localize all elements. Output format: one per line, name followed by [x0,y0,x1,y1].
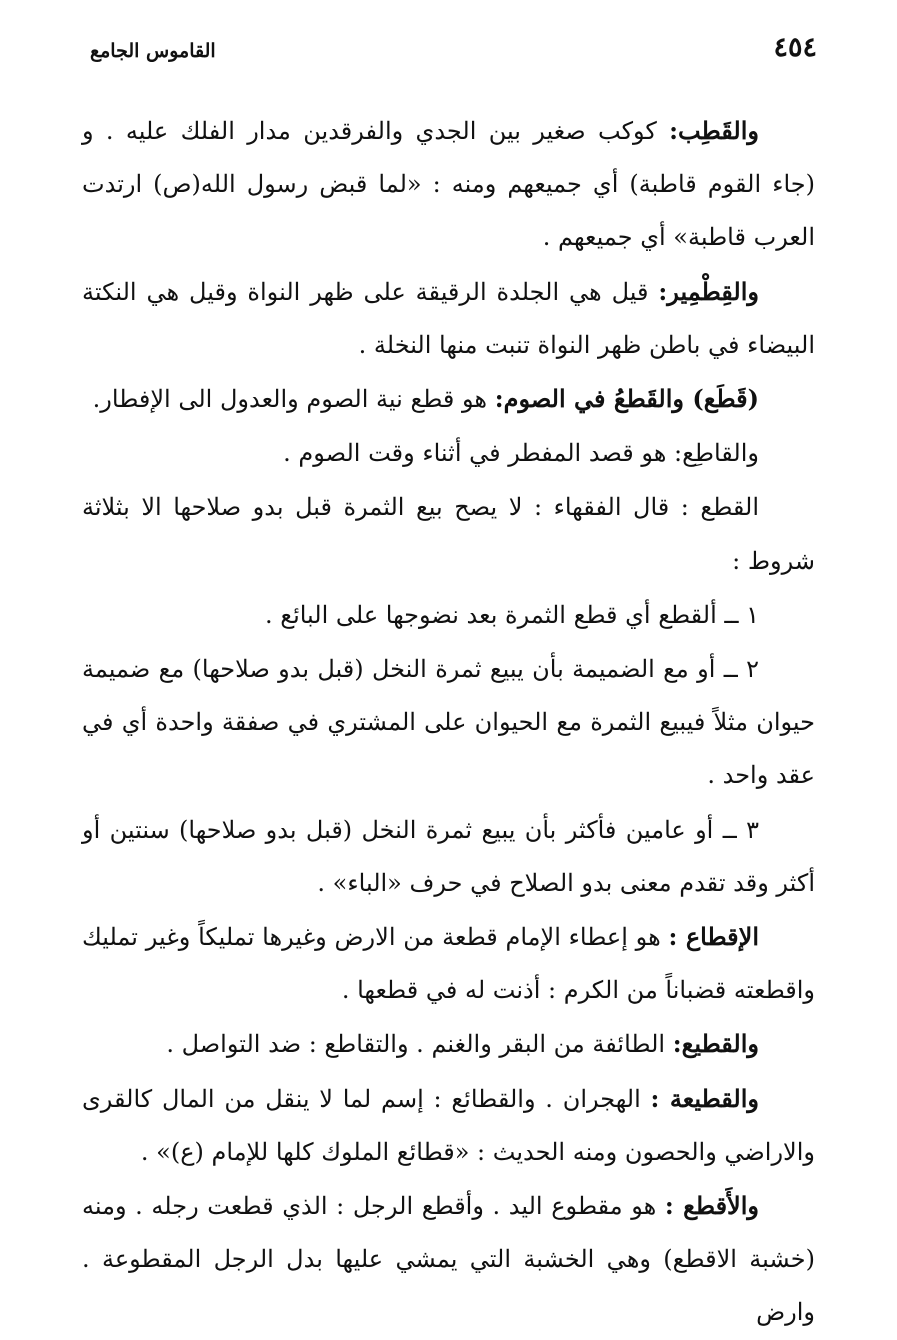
entries-body [82,104,815,1340]
entry-text: ١ ــ ألقطع أي قطع الثمرة بعد نضوجها على البائع . [265,600,759,629]
entry-text: هو قطع نية الصوم والعدول الى الإفطار. [92,385,495,414]
entry-qat-sawm [82,372,815,426]
entry-qat-fuqaha [82,480,815,587]
entry-qatia [82,1072,815,1179]
condition-3 [82,803,815,910]
entry-text: كوكب صغير بين الجدي والفرقدين مدار الفلك عليه . و (جاء القوم قاطبة) أي جميعهم ومنه : «لما قبض رسول الله(ص) ارتدت العرب قاطبة» أي جميعهم . [82,117,815,252]
entry-qati [82,426,815,480]
page-header [90,30,817,74]
entry-qati-herd [82,1017,815,1071]
entry-term: والقَطِب: [669,116,759,145]
entry-text: هو إعطاء الإمام قطعة من الارض وغيرها تمليكاً وغير تمليك واقطعته قضباناً من الكرم : أذنت له في قطعها . [82,923,815,1005]
entry-term: والقطيع: [672,1029,759,1059]
entry-text: هو مقطوع اليد . وأقطع الرجل : الذي قطعت رجله . ومنه (خشبة الاقطع) وهي الخشبة التي يمشي عليها بدل الرجل المقطوعة . وارض [82,1192,815,1327]
entry-text: الهجران . والقطائع : إسم لما لا ينقل من المال كالقرى والاراضي والحصون ومنه الحديث : «قطائع الملوك كلها للإمام (ع)» . [82,1084,815,1166]
entry-text: قيل هي الجلدة الرقيقة على ظهر النواة وقيل هي النكتة البيضاء في باطن ظهر النواة تنبت منها النخلة . [82,277,815,359]
entry-text: الطائفة من البقر والغنم . والتقاطع : ضد التواصل . [166,1030,673,1059]
entry-text: ٢ ــ أو مع الضميمة بأن يبيع ثمرة النخل (قبل بدو صلاحها) مع ضميمة حيوان مثلاً فيبيع الثمرة مع الحيوان على المشتري في صفقة واحدة أي في عقد واحد . [82,655,815,790]
entry-term: والقطيعة : [650,1083,759,1113]
entry-text: ٣ ــ أو عامين فأكثر بأن يبيع ثمرة النخل (قبل بدو صلاحها) سنتين أو أكثر وقد تقدم معنى بدو الصلاح في حرف «الباء» . [82,815,815,897]
condition-2 [82,642,815,803]
entry-aqta [82,1179,815,1340]
entry-qitmir [82,265,815,372]
entry-iqta [82,910,815,1017]
condition-1 [82,588,815,642]
entry-term: والقِطْمِير: [658,276,759,306]
entry-term: الإقطاع : [668,922,759,952]
entry-text: والقاطِع: هو قصد المفطر في أثناء وقت الصوم . [283,439,759,468]
entry-term: (قَطَع) والقَطعُ في الصوم: [494,384,759,414]
entry-qatib [82,104,815,265]
page-number: ٤٥٤ [773,32,817,63]
entry-term: والأَقطع : [664,1191,760,1221]
book-title: القاموس الجامع [90,40,216,62]
entry-text: القطع : قال الفقهاء : لا يصح بيع الثمرة قبل بدو صلاحها الا بثلاثة شروط : [82,493,815,575]
